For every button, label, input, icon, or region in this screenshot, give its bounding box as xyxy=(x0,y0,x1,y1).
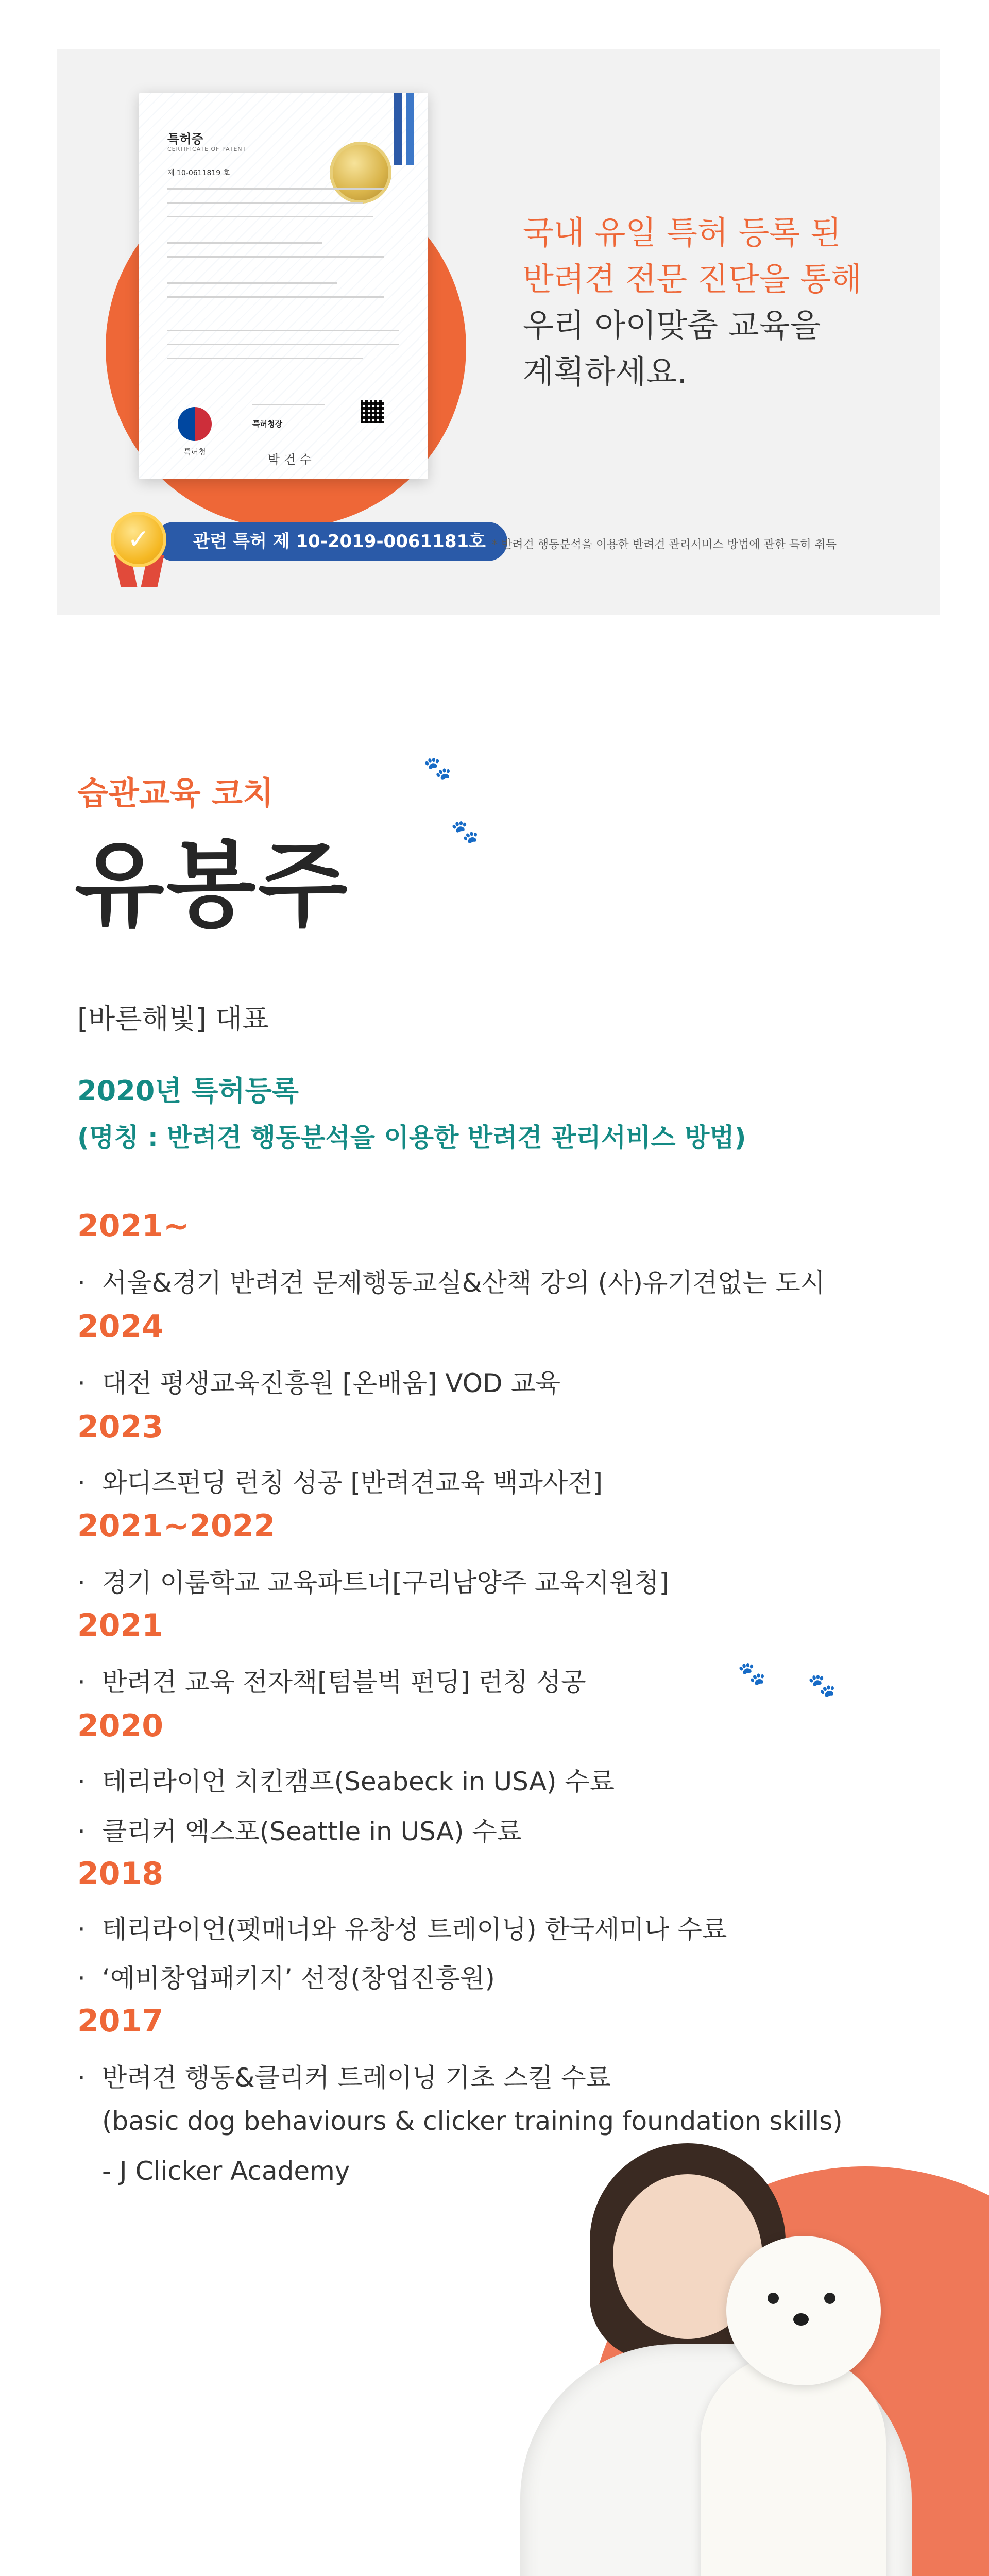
paw-print-icon: 🐾 xyxy=(451,819,479,845)
history-item-detail: (basic dog behaviours & clicker training foundation skills) xyxy=(102,2106,843,2136)
bullet-icon: · xyxy=(77,1368,86,1398)
bullet-icon: · xyxy=(77,1963,86,1993)
certificate-ribbon xyxy=(406,93,414,165)
dog-head xyxy=(726,2236,881,2385)
history-item: · 테리라이언 치킨캠프(Seabeck in USA) 수료 xyxy=(77,1767,615,1797)
history-item: · 클리커 엑스포(Seattle in USA) 수료 xyxy=(77,1817,522,1846)
history-year: 2021 xyxy=(77,1607,163,1643)
paw-print-icon: 🐾 xyxy=(423,755,452,782)
coach-name: 유봉주 xyxy=(75,832,350,940)
patent-description: (명칭 : 반려견 행동분석을 이용한 반려견 관리서비스 방법) xyxy=(77,1123,746,1153)
bullet-icon: · xyxy=(77,1468,86,1498)
dog-body xyxy=(701,2354,886,2576)
coach-role: 습관교육 코치 xyxy=(77,774,274,812)
certificate-title: 특허증 xyxy=(167,132,203,146)
certificate-issuer: 특허청장 xyxy=(252,419,282,429)
history-item: · 와디즈펀딩 런칭 성공 [반려견교육 백과사전] xyxy=(77,1468,603,1498)
bullet-icon: · xyxy=(77,1568,86,1598)
certificate-text-line xyxy=(167,296,384,298)
history-item: · 테리라이언(펫매너와 유창성 트레이닝) 한국세미나 수료 xyxy=(77,1914,727,1944)
patent-footnote: * 반려견 행동분석을 이용한 반려견 관리서비스 방법에 관한 특허 취득 xyxy=(492,538,837,551)
patent-badge: 관련 특허 제 10-2019-0061181호 xyxy=(155,522,507,561)
history-year: 2020 xyxy=(77,1708,163,1744)
history-year: 2018 xyxy=(77,1856,163,1892)
history-item: · 반려견 교육 전자책[텀블벅 펀딩] 런칭 성공 xyxy=(77,1667,586,1697)
bullet-icon: · xyxy=(77,1667,86,1697)
history-item: · 경기 이룸학교 교육파트너[구리남양주 교육지원청] xyxy=(77,1568,669,1598)
agency-label: 특허청 xyxy=(183,447,206,456)
certificate-text-line xyxy=(167,216,373,217)
headline-line-1: 국내 유일 특허 등록 된 xyxy=(523,214,841,251)
certificate-text-line xyxy=(167,358,363,359)
dog-eye xyxy=(768,2293,779,2304)
qr-code-icon xyxy=(361,400,384,423)
history-item: · ‘예비창업패키지’ 선정(창업진흥원) xyxy=(77,1963,495,1993)
history-item: · 대전 평생교육진흥원 [온배움] VOD 교육 xyxy=(77,1368,560,1398)
history-year: 2017 xyxy=(77,2003,163,2039)
coach-organization: [바른해빛] 대표 xyxy=(77,1003,269,1035)
coach-photo xyxy=(0,2112,989,2576)
bullet-icon: · xyxy=(77,1817,86,1846)
paw-print-icon: 🐾 xyxy=(738,1660,766,1687)
history-year: 2023 xyxy=(77,1409,163,1445)
history-item: · 서울&경기 반려견 문제행동교실&산책 강의 (사)유기견없는 도시 xyxy=(77,1268,825,1298)
history-year: 2021~2022 xyxy=(77,1508,276,1544)
certificate-ribbon xyxy=(394,93,402,165)
history-item: · 반려견 행동&클리커 트레이닝 기초 스킬 수료 xyxy=(77,2063,611,2093)
certificate-signature: 박 건 수 xyxy=(268,452,312,467)
certificate-text-line xyxy=(167,188,384,190)
history-item-detail: - J Clicker Academy xyxy=(102,2156,350,2186)
bullet-icon: · xyxy=(77,2063,86,2093)
history-year: 2021~ xyxy=(77,1208,190,1244)
certificate-text-line xyxy=(167,256,384,258)
headline-line-3: 우리 아이맞춤 교육을 xyxy=(523,307,821,344)
certificate-text-line xyxy=(167,330,399,331)
bullet-icon: · xyxy=(77,1914,86,1944)
certificate-number: 제 10-0611819 호 xyxy=(167,169,230,177)
dog-eye xyxy=(824,2293,835,2304)
patent-registration-year: 2020년 특허등록 xyxy=(77,1075,299,1107)
dog-nose xyxy=(793,2313,809,2326)
bullet-icon: · xyxy=(77,1767,86,1797)
certificate-text-line xyxy=(167,282,337,284)
bullet-icon: · xyxy=(77,1268,86,1298)
gold-seal-icon xyxy=(330,142,391,204)
certificate-subtitle: CERTIFICATE OF PATENT xyxy=(167,146,247,152)
headline-line-4: 계획하세요. xyxy=(523,353,688,391)
certificate-text-line xyxy=(167,344,399,345)
history-year: 2024 xyxy=(77,1309,163,1345)
government-emblem-icon xyxy=(178,407,212,441)
headline-line-2: 반려견 전문 진단을 통해 xyxy=(523,260,862,298)
certificate-text-line xyxy=(167,202,363,204)
check-icon: ✓ xyxy=(127,524,150,555)
certificate-text-line xyxy=(167,242,322,244)
paw-print-icon: 🐾 xyxy=(808,1672,836,1699)
certificate-date-line xyxy=(252,404,325,405)
